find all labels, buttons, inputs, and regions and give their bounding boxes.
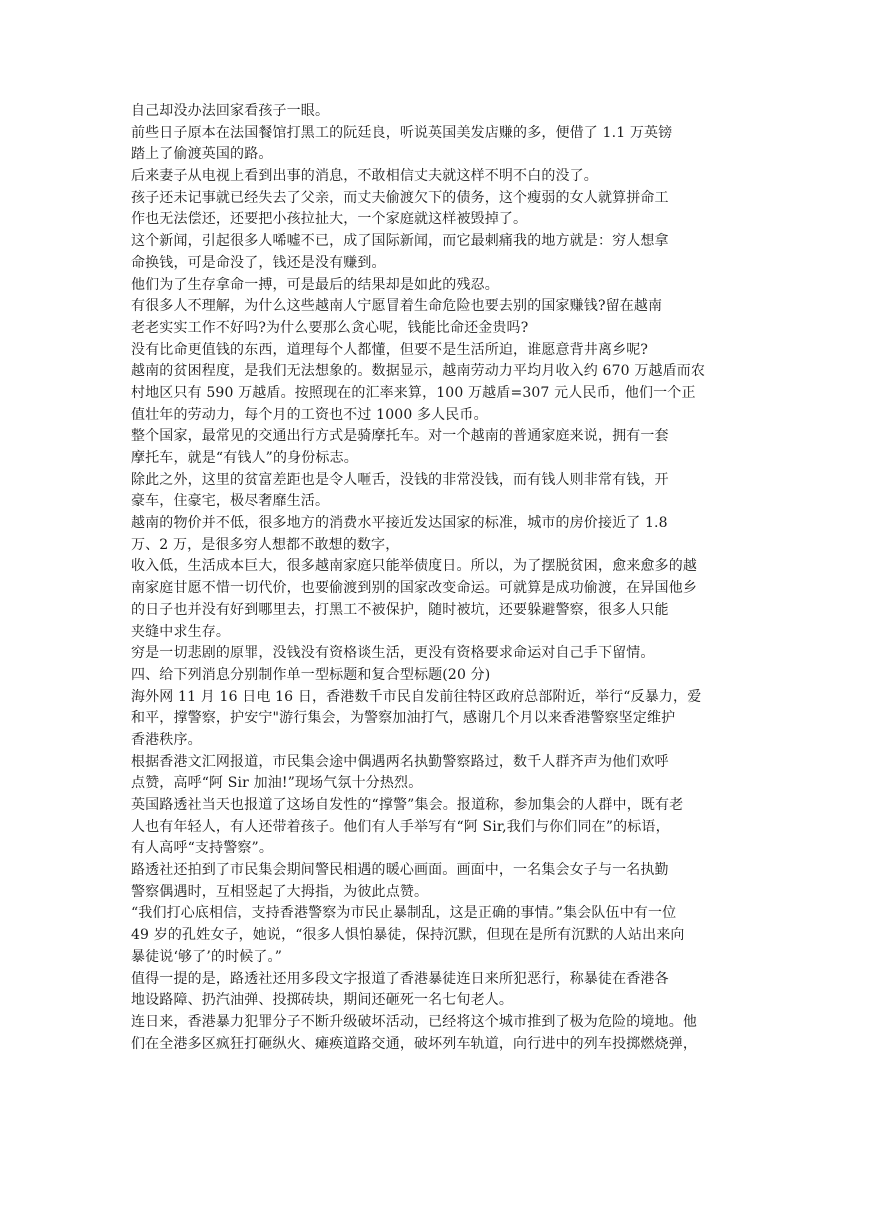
text-line: 值得一提的是，路透社还用多段文字报道了香港暴徒连日来所犯恶行，称暴徒在香港各: [131, 970, 669, 987]
text-line: 孩子还未记事就已经失去了父亲，而丈夫偷渡欠下的债务，这个瘦弱的女人就算拼命工: [131, 189, 669, 206]
text-line: 前些日子原本在法国餐馆打黑工的阮廷良，听说英国美发店赚的多，便借了 1.1 万英镑: [131, 124, 673, 141]
text-line: 村地区只有 590 万越盾。按照现在的汇率来算，100 万越盾=307 元人民币，他们一个正: [131, 384, 696, 401]
text-line: 英国路透社当天也报道了这场自发性的“撑警”集会。报道称，参加集会的人群中，既有老: [131, 797, 684, 813]
question-heading: 四、给下列消息分别制作单一型标题和复合型标题(20 分): [131, 666, 491, 683]
text-line: 豪车，住豪宅，极尽奢靡生活。: [131, 493, 330, 510]
text-line: 整个国家，最常见的交通出行方式是骑摩托车。对一个越南的普通家庭来说，拥有一套: [131, 428, 669, 445]
text-line: 们在全港多区疯狂打砸纵火、瘫痪道路交通，破坏列车轨道，向行进中的列车投掷燃烧弹，: [131, 1035, 697, 1052]
text-line: 连日来，香港暴力犯罪分子不断升级破坏活动，已经将这个城市推到了极为危险的境地。他: [131, 1013, 697, 1030]
text-line: 和平，撑警察，护安宁"游行集会，为警察加油打气，感谢几个月以来香港警察坚定维护: [131, 710, 676, 727]
text-line: 根据香港文汇网报道，市民集会途中偶遇两名执勤警察路过，数千人群齐声为他们欢呼: [131, 753, 669, 770]
text-line: 穷是一切悲剧的原罪，没钱没有资格谈生活，更没有资格要求命运对自己手下留情。: [131, 645, 655, 662]
text-line: 作也无法偿还，还要把小孩拉扯大，一个家庭就这样被毁掉了。: [131, 211, 528, 228]
text-line: 点赞，高呼“阿 Sir 加油!”现场气氛十分热烈。: [131, 775, 423, 792]
text-line: 摩托车，就是“有钱人”的身份标志。: [131, 450, 358, 466]
text-line: 命换钱，可是命没了，钱还是没有赚到。: [131, 254, 386, 271]
text-line: 踏上了偷渡英国的路。: [131, 146, 273, 163]
text-line: 越南的贫困程度，是我们无法想象的。数据显示，越南劳动力平均月收入约 670 万越盾而农: [131, 363, 706, 380]
text-line: 南家庭甘愿不惜一切代价，也要偷渡到别的国家改变命运。可就算是成功偷渡，在异国他乡: [131, 580, 697, 597]
text-line: 有人高呼“支持警察”。: [131, 840, 273, 857]
text-line: 的日子也并没有好到哪里去，打黑工不被保护，随时被坑，还要躲避警察，很多人只能: [131, 601, 669, 618]
document-body: [131, 101, 741, 1055]
text-line: 收入低，生活成本巨大，很多越南家庭只能举债度日。所以，为了摆脱贫困，愈来愈多的越: [131, 558, 697, 575]
text-line: 除此之外，这里的贫富差距也是令人咂舌，没钱的非常没钱，而有钱人则非常有钱，开: [131, 471, 669, 488]
text-line: 路透社还拍到了市民集会期间警民相遇的暖心画面。画面中，一名集会女子与一名执勤: [131, 862, 669, 879]
text-line: 自己却没办法回家看孩子一眼。: [131, 103, 330, 119]
text-line: 人也有年轻人，有人还带着孩子。他们有人手举写有“阿 Sir,我们与你们同在”的标语，: [131, 818, 670, 835]
text-line: 这个新闻，引起很多人唏嘘不已，成了国际新闻，而它最刺痛我的地方就是：穷人想拿: [131, 233, 669, 250]
text-line: 香港秩序。: [131, 731, 202, 748]
text-line: 没有比命更值钱的东西，道理每个人都懂，但要不是生活所迫，谁愿意背井离乡呢?: [131, 341, 649, 358]
text-line: 有很多人不理解，为什么这些越南人宁愿冒着生命危险也要去别的国家赚钱?留在越南: [131, 298, 663, 315]
text-line: 后来妻子从电视上看到出事的消息，不敢相信丈夫就这样不明不白的没了。: [131, 168, 598, 185]
text-line: 他们为了生存拿命一搏，可是最后的结果却是如此的残忍。: [131, 276, 499, 293]
text-line: 万、2 万，是很多穷人想都不敢想的数字，: [131, 536, 400, 553]
text-line: 老老实实工作不好吗?为什么要那么贪心呢，钱能比命还金贵吗?: [131, 319, 529, 336]
text-line: 值壮年的劳动力，每个月的工资也不过 1000 多人民币。: [131, 406, 488, 423]
text-line: 海外网 11 月 16 日电 16 日，香港数千市民自发前往特区政府总部附近，举行“反暴力，爱: [131, 688, 702, 705]
text-line: 地设路障、扔汽油弹、投掷砖块，期间还砸死一名七旬老人。: [131, 992, 514, 1009]
text-line: 49 岁的孔姓女子，她说，“很多人惧怕暴徒，保持沉默，但现在是所有沉默的人站出来向: [131, 927, 685, 944]
text-line: 夹缝中求生存。: [131, 623, 231, 640]
text-line: “我们打心底相信，支持香港警察为市民止暴制乱，这是正确的事情。”集会队伍中有一位: [131, 905, 677, 922]
text-line: 警察偶遇时，互相竖起了大拇指，为彼此点赞。: [131, 883, 429, 900]
text-line: 暴徒说‘够了’的时候了。”: [131, 948, 283, 965]
text-line: 越南的物价并不低，很多地方的消费水平接近发达国家的标准，城市的房价接近了 1.8: [131, 515, 668, 532]
